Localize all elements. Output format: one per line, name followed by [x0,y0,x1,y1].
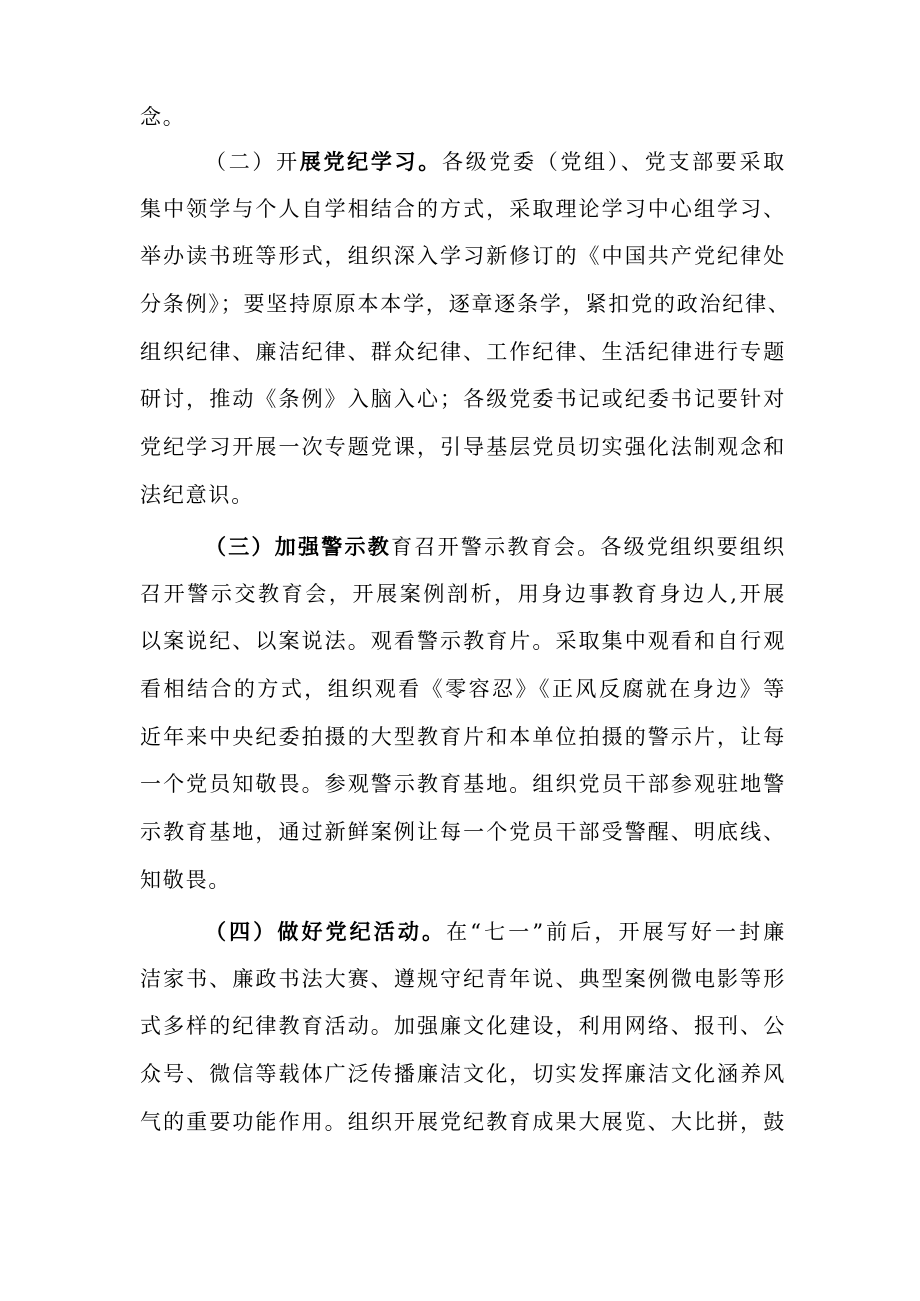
text-line: 法纪意识。 [140,482,254,507]
text-line [140,908,786,956]
text-line: 举办读书班等形式，组织深入学习新修订的《中国共产党纪律处 [140,244,786,269]
section-heading: （三）加强警示教 [205,534,392,559]
section-heading: 展党纪学习。 [299,149,442,174]
text-line: 一个党员知敬畏。参观警示教育基地。组织党员干部参观驻地警 [140,772,786,797]
text-line: 分条例》；要坚持原原本本学，逐章逐条学，紧扣党的政治纪律、 [140,292,791,317]
text-line [140,138,786,186]
text-line: 党纪学习开展一次专题党课，引导基层党员切实强化法制观念和 [140,435,786,460]
text-line: 示教育基地，通过新鲜案例让每一个党员干部受警醒、明底线、 [140,820,786,845]
section-heading: （四）做好党纪活动。 [205,919,447,944]
text-line: 召开警示交教育会，开展案例剖析，用身边事教育身边人,开展 [140,581,786,606]
heading-followup: 各级党委（党组）、党支部要采取 [441,150,786,174]
text-line: 近年来中央纪委拍摄的大型教育片和本单位拍摄的警示片，让每 [140,724,786,749]
paragraph-party-discipline-study [140,138,791,520]
text-line: 集中领学与个人自学相结合的方式，采取理论学习中心组学习、 [140,196,786,221]
text-line: 以案说纪、以案说法。观看警示教育片。采取集中观看和自行观 [140,629,786,654]
text-line: 洁家书、廉政书法大赛、遵规守纪青年说、典型案例微电影等形 [140,966,786,991]
paragraph-continuation [140,94,786,142]
text-line: 知敬畏。 [140,867,232,892]
heading-prefix: （二）开 [205,150,300,174]
text-line: 式多样的纪律教育活动。加强廉文化建设，利用网络、报刊、公 [140,1014,786,1039]
heading-followup: 在“七一”前后，开展写好一封廉 [446,920,786,944]
text-line: 研讨，推动《条例》入脑入心；各级党委书记或纪委书记要针对 [140,387,786,412]
text-line: 组织纪律、廉洁纪律、群众纪律、工作纪律、生活纪律进行专题 [140,339,786,364]
text-line: 气的重要功能作用。组织开展党纪教育成果大展览、大比拼，鼓 [140,1109,786,1134]
paragraph-discipline-activities [140,908,786,1146]
text-line [140,523,786,571]
text-line: 念。 [140,105,186,129]
heading-followup: 育召开警示教育会。各级党组织要组织 [391,535,786,559]
paragraph-warning-education [140,523,786,905]
text-line: 众号、微信等载体广泛传播廉洁文化，切实发挥廉洁文化涵养风 [140,1062,786,1087]
text-line: 看相结合的方式，组织观看《零容忍》《正风反腐就在身边》等 [140,677,786,702]
